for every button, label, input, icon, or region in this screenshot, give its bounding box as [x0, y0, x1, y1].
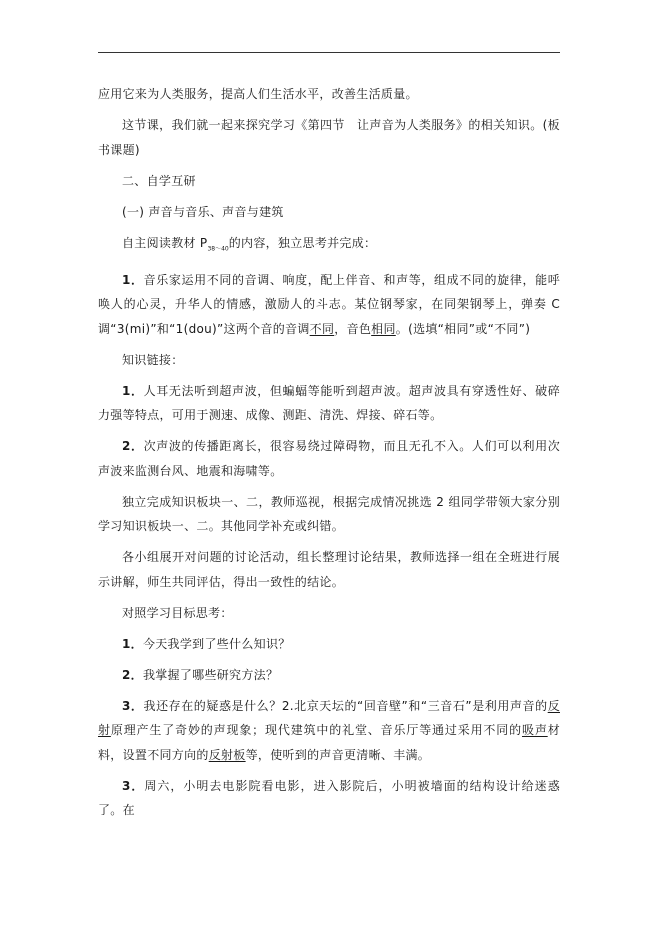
header-rule	[98, 52, 560, 53]
paragraph: 各小组展开对问题的讨论活动，组长整理讨论结果，教师选择一组在全班进行展示讲解，师生共同评估，得出一致性的结论。	[98, 550, 560, 589]
reflection-item: 3．我还存在的疑惑是什么？2.北京天坛的“回音壁”和“三音石”是利用声音的反射原理产生了奇妙的声现象；现代建筑中的礼堂、音乐厅等通过采用不同的吸声材料，设置不同方向的反射板等，使听到的声音更清晰、丰满。	[98, 698, 560, 762]
answer-blank: 吸声	[521, 723, 548, 738]
knowledge-item: 1．人耳无法听到超声波，但蝙蝠等能听到超声波。超声波具有穿透性好、破碎力强等特点，可用于测速、成像、测距、清洗、焊接、碎石等。	[98, 383, 560, 423]
subheading: 对照学习目标思考：	[122, 605, 233, 620]
body-text	[98, 82, 560, 829]
answer-blank: 反射	[98, 698, 560, 738]
paragraph: 这节课，我们就一起来探究学习《第四节 让声音为人类服务》的相关知识。(板书课题)	[98, 118, 560, 157]
answer-blank: 不同	[309, 321, 335, 336]
paragraph: 独立完成知识板块一、二，教师巡视，根据完成情况挑选 2 组同学带领大家分别学习知识板块一、二。其他同学补充或纠错。	[98, 494, 560, 534]
answer-blank: 相同	[371, 321, 396, 336]
question-item: 3．周六，小明去电影院看电影，进入影院后，小明被墙面的结构设计给迷惑了。在	[98, 778, 560, 818]
reflection-item: 1．今天我学到了些什么知识？	[122, 636, 291, 651]
answer-blank: 反射板	[208, 747, 246, 762]
question-item: 1．音乐家运用不同的音调、响度，配上伴音、和声等，组成不同的旋律，能呼唤人的心灵，升华人的情感，激励人的斗志。某位钢琴家，在同架钢琴上，弹奏 C 调“3(mi)”和“1(dou)”这两个音的音调不同，音色相同。(选填“相同”或“不同”)	[98, 272, 560, 336]
paragraph: 自主阅读教材 $P_{38\sim 40}$的内容，独立思考并完成：	[122, 235, 377, 252]
reflection-item: 2．我掌握了哪些研究方法？	[122, 667, 279, 682]
paragraph: 应用它来为人类服务，提高人们生活水平，改善生活质量。	[98, 87, 418, 101]
knowledge-item: 2．次声波的传播距离长，很容易绕过障碍物，而且无孔不入。人们可以利用次声波来监测台风、地震和海啸等。	[98, 439, 560, 478]
section-heading: 二、自学互研	[122, 173, 196, 188]
page-range-subscript: 38～40	[207, 244, 229, 252]
subheading: 知识链接：	[122, 352, 184, 367]
subsection-heading: (一) 声音与音乐、声音与建筑	[122, 204, 284, 219]
